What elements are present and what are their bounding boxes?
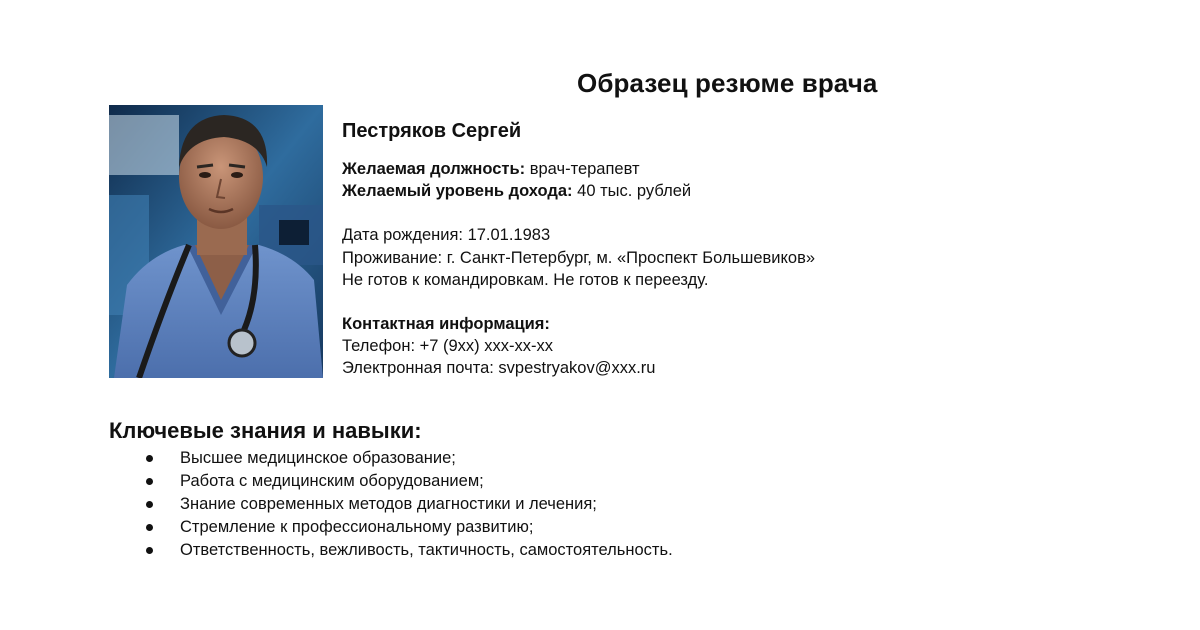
bullet-icon xyxy=(146,455,153,462)
desired-position xyxy=(342,158,1102,180)
page-title: Образец резюме врача xyxy=(577,68,878,98)
desired-position-label: Желаемая должность: xyxy=(342,160,526,178)
bullet-icon xyxy=(146,501,153,508)
list-item: Ответственность, вежливость, тактичность, самостоятельность. xyxy=(109,539,673,562)
bullet-icon xyxy=(146,524,153,531)
contacts-label: Контактная информация: xyxy=(342,315,550,334)
list-item: Работа с медицинским оборудованием; xyxy=(109,470,673,493)
desired-income-label: Желаемый уровень дохода: xyxy=(342,182,573,201)
candidate-name: Пестряков Сергей xyxy=(342,120,522,142)
residence: Проживание: г. Санкт-Петербург, м. «Проспект Большевиков» xyxy=(342,248,816,267)
bullet-icon xyxy=(146,547,153,554)
list-item: Стремление к профессиональному развитию; xyxy=(109,516,673,539)
bullet-icon xyxy=(146,478,153,485)
birth-date: Дата рождения: 17.01.1983 xyxy=(342,226,551,245)
desired-income xyxy=(342,180,1102,202)
skills-title: Ключевые знания и навыки: xyxy=(109,418,422,443)
desired-income-value: 40 тыс. рублей xyxy=(577,182,692,201)
personal-info xyxy=(342,118,1102,380)
doctor-photo xyxy=(109,105,323,378)
travel-relocation: Не готов к командировкам. Не готов к переезду. xyxy=(342,270,709,289)
desired-position-value: врач-терапевт xyxy=(529,160,640,178)
skills-list xyxy=(109,447,673,562)
phone: Телефон: +7 (9хх) ххх-хх-хх xyxy=(342,337,554,356)
list-item: Высшее медицинское образование; xyxy=(109,447,673,470)
contacts-heading xyxy=(342,313,1102,335)
email: Электронная почта: svpestryakov@xxx.ru xyxy=(342,359,656,378)
list-item: Знание современных методов диагностики и лечения; xyxy=(109,493,673,516)
